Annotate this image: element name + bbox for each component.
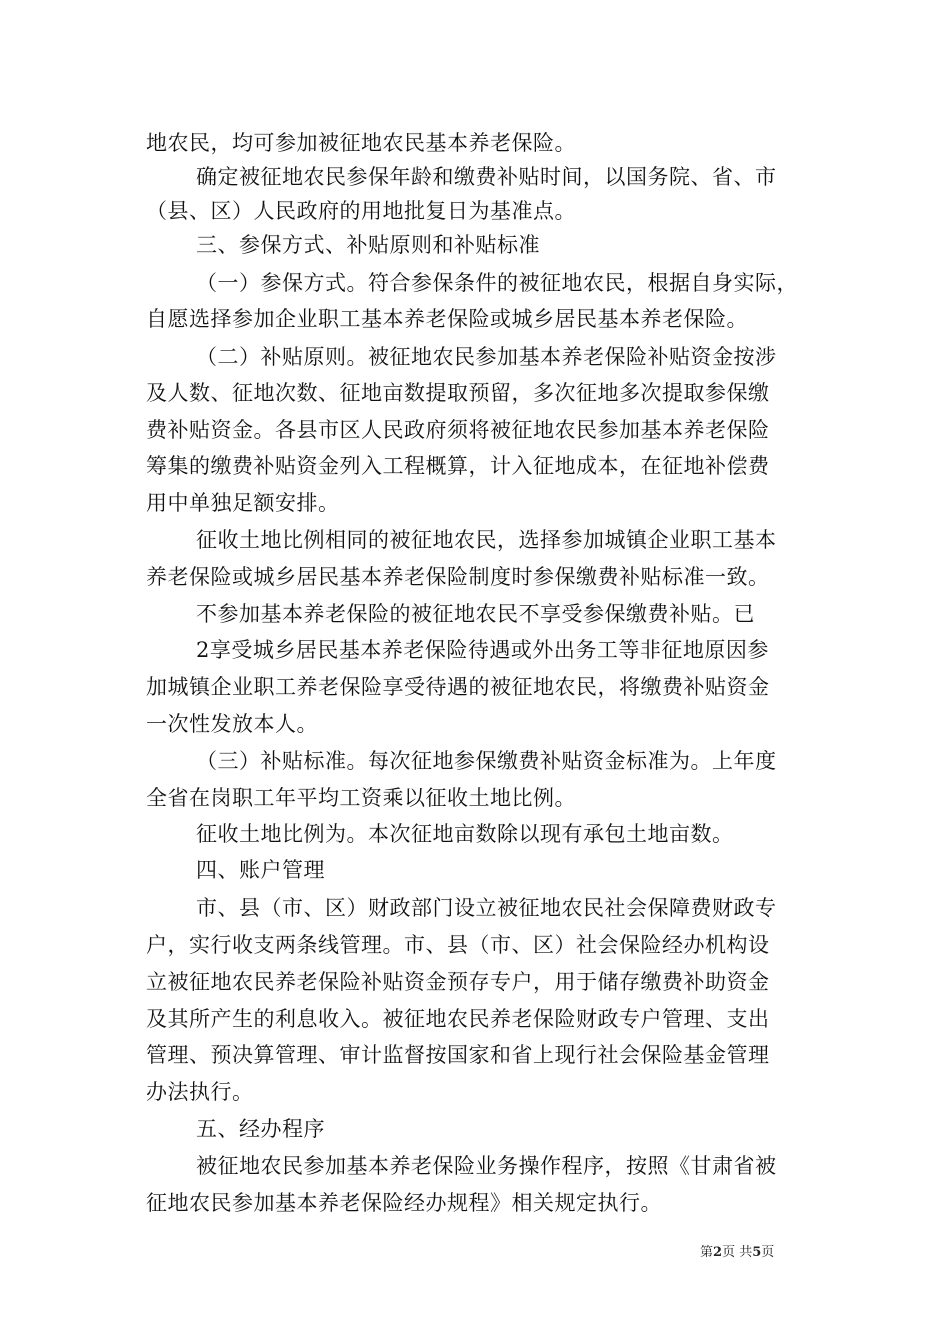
- paragraph-line: 加城镇企业职工养老保险享受待遇的被征地农民，将缴费补贴资金: [146, 675, 770, 699]
- paragraph-line: 不参加基本养老保险的被征地农民不享受参保缴费补贴。已: [196, 602, 755, 626]
- paragraph-line: 征收土地比例为。本次征地亩数除以现有承包土地亩数。: [196, 822, 734, 846]
- footer-suffix: 页: [761, 1245, 775, 1260]
- section-heading: 三、参保方式、补贴原则和补贴标准: [196, 233, 540, 257]
- paragraph-line: 市、县（市、区）财政部门设立被征地农民社会保障费财政专: [196, 896, 777, 920]
- paragraph-line: 及人数、征地次数、征地亩数提取预留，多次征地多次提取参保缴: [146, 381, 770, 405]
- paragraph-line: 管理、预决算管理、审计监督按国家和省上现行社会保险基金管理: [146, 1043, 770, 1067]
- paragraph-line: 一次性发放本人。: [146, 712, 318, 736]
- paragraph-line: 及其所产生的利息收入。被征地农民养老保险财政专户管理、支出: [146, 1007, 770, 1031]
- paragraph-line: 被征地农民参加基本养老保险业务操作程序，按照《甘肃省被: [196, 1154, 777, 1178]
- paragraph-line: 地农民，均可参加被征地农民基本养老保险。: [146, 131, 576, 155]
- paragraph-line: 用中单独足额安排。: [146, 491, 340, 515]
- paragraph-line: 养老保险或城乡居民基本养老保险制度时参保缴费补贴标准一致。: [146, 565, 770, 589]
- paragraph-line: （三）补贴标准。每次征地参保缴费补贴资金标准为。上年度: [196, 749, 777, 773]
- paragraph-line: 立被征地农民养老保险补贴资金预存专户，用于储存缴费补助资金: [146, 970, 770, 994]
- total-page-count: 5: [752, 1245, 762, 1260]
- paragraph-line: 征地农民参加基本养老保险经办规程》相关规定执行。: [146, 1191, 662, 1215]
- paragraph-line: （县、区）人民政府的用地批复日为基准点。: [146, 199, 576, 223]
- paragraph-line: 户，实行收支两条线管理。市、县（市、区）社会保险经办机构设: [146, 933, 770, 957]
- paragraph-line: （二）补贴原则。被征地农民参加基本养老保险补贴资金按涉: [196, 345, 777, 369]
- paragraph-line: 筹集的缴费补贴资金列入工程概算，计入征地成本，在征地补偿费: [146, 454, 770, 478]
- paragraph-line: 确定被征地农民参保年龄和缴费补贴时间，以国务院、省、市: [196, 165, 777, 189]
- current-page-number: 2: [713, 1245, 723, 1260]
- paragraph-line: 全省在岗职工年平均工资乘以征收土地比例。: [146, 786, 576, 810]
- page-footer: [700, 1244, 840, 1262]
- section-heading: 五、经办程序: [196, 1117, 325, 1141]
- paragraph-line: 自愿选择参加企业职工基本养老保险或城乡居民基本养老保险。: [146, 307, 748, 331]
- footer-prefix: 第: [700, 1245, 714, 1260]
- paragraph-line: 办法执行。: [146, 1080, 254, 1104]
- footer-middle: 页 共: [722, 1245, 753, 1260]
- paragraph-line: 2享受城乡居民基本养老保险待遇或外出务工等非征地原因参: [196, 638, 769, 662]
- section-heading: 四、账户管理: [196, 858, 325, 882]
- paragraph-line: 征收土地比例相同的被征地农民，选择参加城镇企业职工基本: [196, 528, 777, 552]
- paragraph-line: （一）参保方式。符合参保条件的被征地农民，根据自身实际，: [196, 271, 798, 295]
- paragraph-line: 费补贴资金。各县市区人民政府须将被征地农民参加基本养老保险: [146, 418, 770, 442]
